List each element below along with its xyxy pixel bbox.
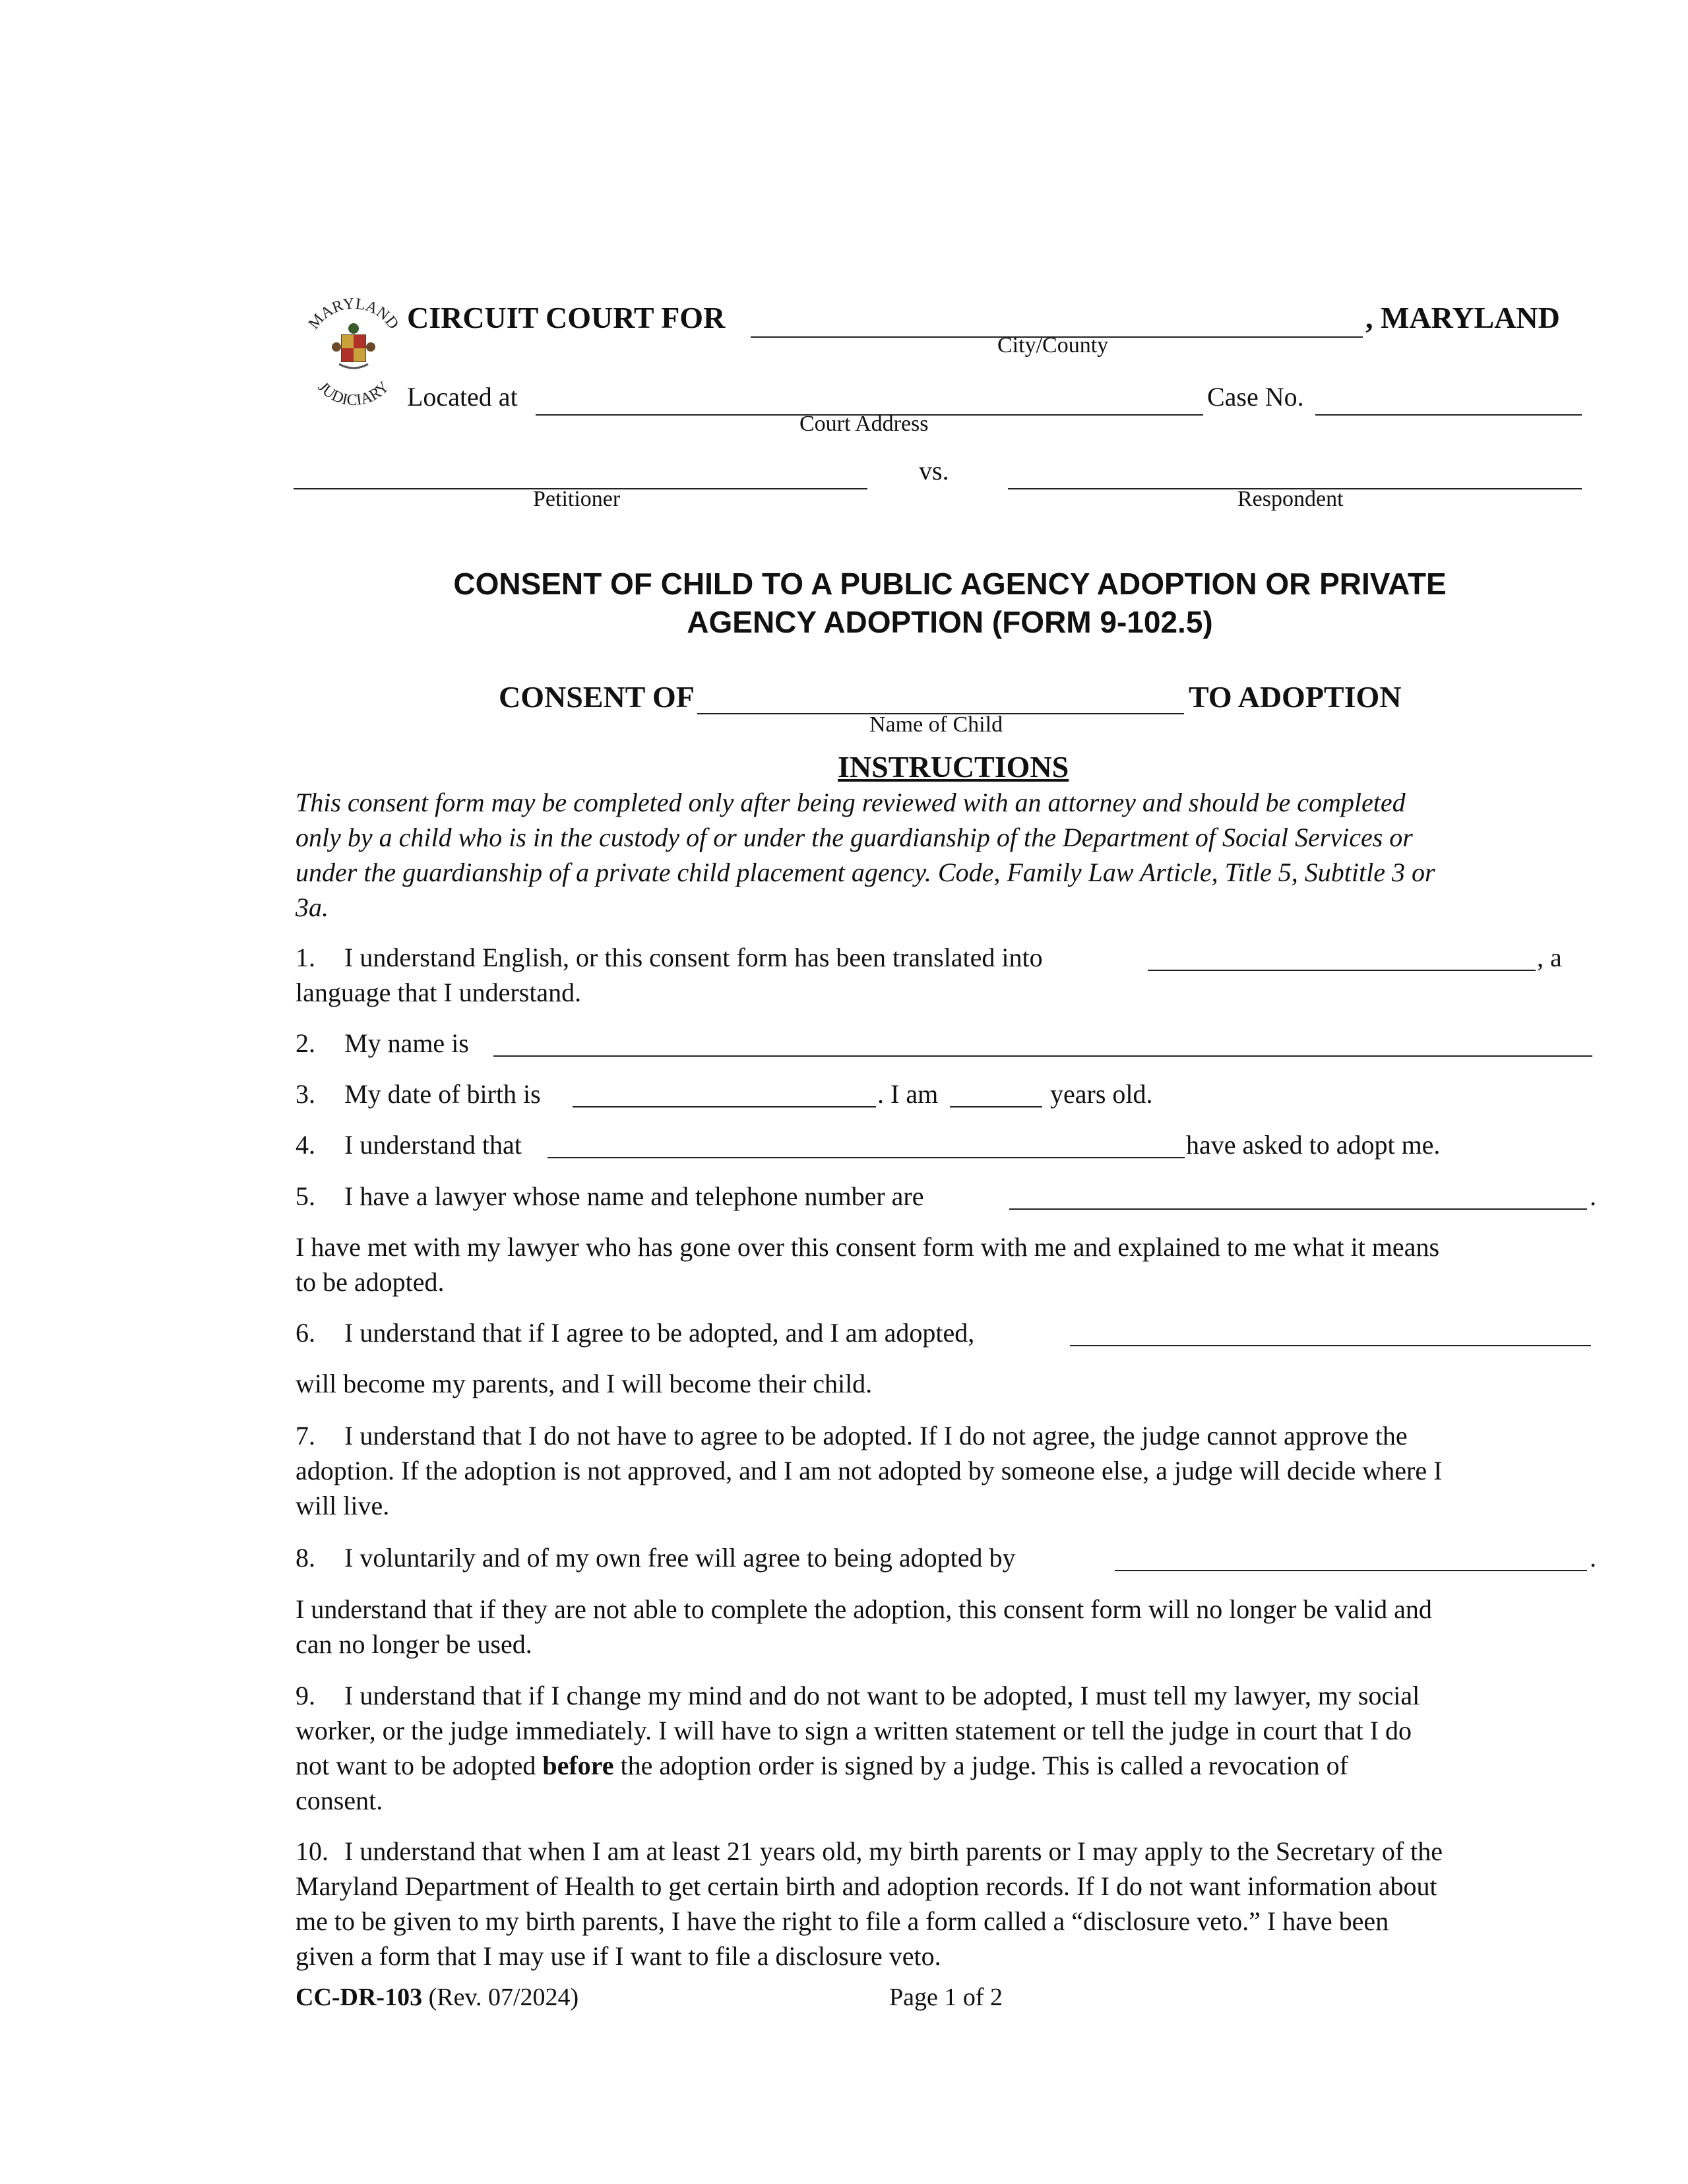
item-text: to be adopted. (296, 1267, 445, 1297)
item-text: . I am (877, 1079, 939, 1109)
page-number: Page 1 of 2 (889, 1983, 1003, 2011)
item-number: 10. (296, 1836, 328, 1866)
case-no-label: Case No. (1207, 382, 1304, 412)
instructions-line: 3a. (296, 892, 328, 922)
item-text: I understand that I do not have to agree to be adopted. If I do not agree, the judge cannot approve the (344, 1421, 1408, 1451)
instructions-text (296, 785, 1435, 925)
case-no-field[interactable] (1315, 414, 1582, 416)
city-county-caption: City/County (997, 333, 1109, 358)
item-5-follow (296, 1230, 1439, 1299)
item-text: I have met with my lawyer who has gone over this consent form with me and explained to me what it means (296, 1232, 1440, 1262)
item-9 (296, 1678, 1420, 1818)
item-number: 8. (296, 1543, 315, 1573)
item-number: 9. (296, 1681, 315, 1710)
age-field[interactable] (950, 1106, 1042, 1108)
adoptive-parents-field[interactable] (547, 1157, 1185, 1158)
lawyer-info-field[interactable] (1009, 1208, 1587, 1210)
item-text: can no longer be used. (296, 1629, 532, 1659)
item-1 (296, 940, 1043, 975)
state-suffix: , MARYLAND (1365, 301, 1560, 334)
instructions-line: only by a child who is in the custody of or under the guardianship of the Department of Social Services or (296, 823, 1413, 852)
footer-form-id (296, 1983, 578, 2012)
item-6 (296, 1315, 974, 1350)
maryland-judiciary-seal (298, 296, 409, 406)
court-label: CIRCUIT COURT FOR (407, 301, 726, 334)
item-text: worker, or the judge immediately. I will have to sign a written statement or tell the judge in court that I do (296, 1716, 1412, 1745)
item-text: I voluntarily and of my own free will agree to being adopted by (344, 1543, 1016, 1573)
to-adoption-label: TO ADOPTION (1189, 680, 1402, 714)
petitioner-caption: Petitioner (533, 487, 621, 511)
item-text: I understand that (344, 1130, 522, 1160)
item-number: 2. (296, 1028, 315, 1058)
svg-text:JUDICIARY: JUDICIARY (314, 378, 393, 406)
item-number: 1. (296, 943, 315, 972)
instructions-line: This consent form may be completed only after being reviewed with an attorney and should be completed (296, 788, 1406, 817)
item-5 (296, 1179, 924, 1214)
item-10 (296, 1834, 1443, 1974)
item-text: Maryland Department of Health to get certain birth and adoption records. If I do not want information about (296, 1871, 1437, 1901)
item-text: , a (1537, 943, 1562, 972)
item-number: 4. (296, 1130, 315, 1160)
consent-of-label: CONSENT OF (499, 680, 695, 714)
item-7 (296, 1418, 1442, 1523)
item-text: will live. (296, 1491, 390, 1520)
located-at-label: Located at (407, 382, 518, 412)
item-text: adoption. If the adoption is not approved, and I am not adopted by someone else, a judge will decide where I (296, 1456, 1443, 1485)
revision-date: (Rev. 07/2024) (428, 1983, 579, 2011)
form-id: CC-DR-103 (296, 1983, 423, 2011)
item-text: My date of birth is (344, 1079, 541, 1109)
respondent-caption: Respondent (1237, 487, 1344, 511)
item-text: the adoption order is signed by a judge. This is called a revocation of (613, 1751, 1348, 1780)
language-field[interactable] (1148, 970, 1536, 971)
item-text: I understand that if I change my mind and do not want to be adopted, I must tell my lawyer, my social (344, 1681, 1420, 1710)
item-text: have asked to adopt me. (1186, 1130, 1441, 1160)
item-8 (296, 1540, 1015, 1575)
court-address-caption: Court Address (799, 412, 929, 436)
item-text: will become my parents, and I will become their child. (296, 1369, 873, 1398)
name-of-child-caption: Name of Child (869, 712, 1003, 737)
item-text: me to be given to my birth parents, I have the right to file a form called a “disclosure veto.” I have been (296, 1906, 1389, 1936)
item-text: not want to be adopted (296, 1751, 543, 1780)
date-of-birth-field[interactable] (573, 1106, 876, 1108)
item-number: 3. (296, 1079, 315, 1109)
item-text: I understand English, or this consent form has been translated into (344, 943, 1043, 972)
item-3 (296, 1076, 541, 1111)
item-text: I understand that if they are not able to complete the adoption, this consent form will no longer be valid and (296, 1594, 1432, 1624)
item-4 (296, 1127, 522, 1162)
item-8-follow (296, 1592, 1432, 1662)
adopted-by-field[interactable] (1115, 1570, 1587, 1571)
emphasis-text: before (542, 1751, 614, 1780)
my-name-field[interactable] (493, 1055, 1592, 1057)
svg-text:MARYLAND: MARYLAND (305, 296, 402, 333)
item-text: consent. (296, 1786, 383, 1815)
item-number: 7. (296, 1421, 315, 1451)
item-number: 5. (296, 1181, 315, 1211)
form-title-line2: AGENCY ADOPTION (FORM 9-102.5) (687, 605, 1213, 639)
item-text: given a form that I may use if I want to file a disclosure veto. (296, 1941, 941, 1971)
item-text: I have a lawyer whose name and telephone number are (344, 1181, 924, 1211)
item-text: I understand that if I agree to be adopted, and I am adopted, (344, 1318, 975, 1348)
instructions-line: under the guardianship of a private child placement agency. Code, Family Law Article, Title 5, Subtitle 3 or (296, 858, 1435, 887)
item-text: My name is (344, 1028, 469, 1058)
future-parents-field[interactable] (1070, 1345, 1591, 1346)
item-text: language that I understand. (296, 978, 582, 1007)
item-number: 6. (296, 1318, 315, 1348)
item-text: . (1590, 1543, 1596, 1573)
item-2 (296, 1026, 469, 1061)
item-text: . (1590, 1181, 1596, 1211)
form-title-line1: CONSENT OF CHILD TO A PUBLIC AGENCY ADOPTION OR PRIVATE (453, 567, 1447, 601)
item-text: years old. (1050, 1079, 1153, 1109)
instructions-heading: INSTRUCTIONS (838, 750, 1069, 784)
vs-label: vs. (919, 456, 949, 485)
item-text: I understand that when I am at least 21 years old, my birth parents or I may apply to the Secretary of the (344, 1836, 1443, 1866)
